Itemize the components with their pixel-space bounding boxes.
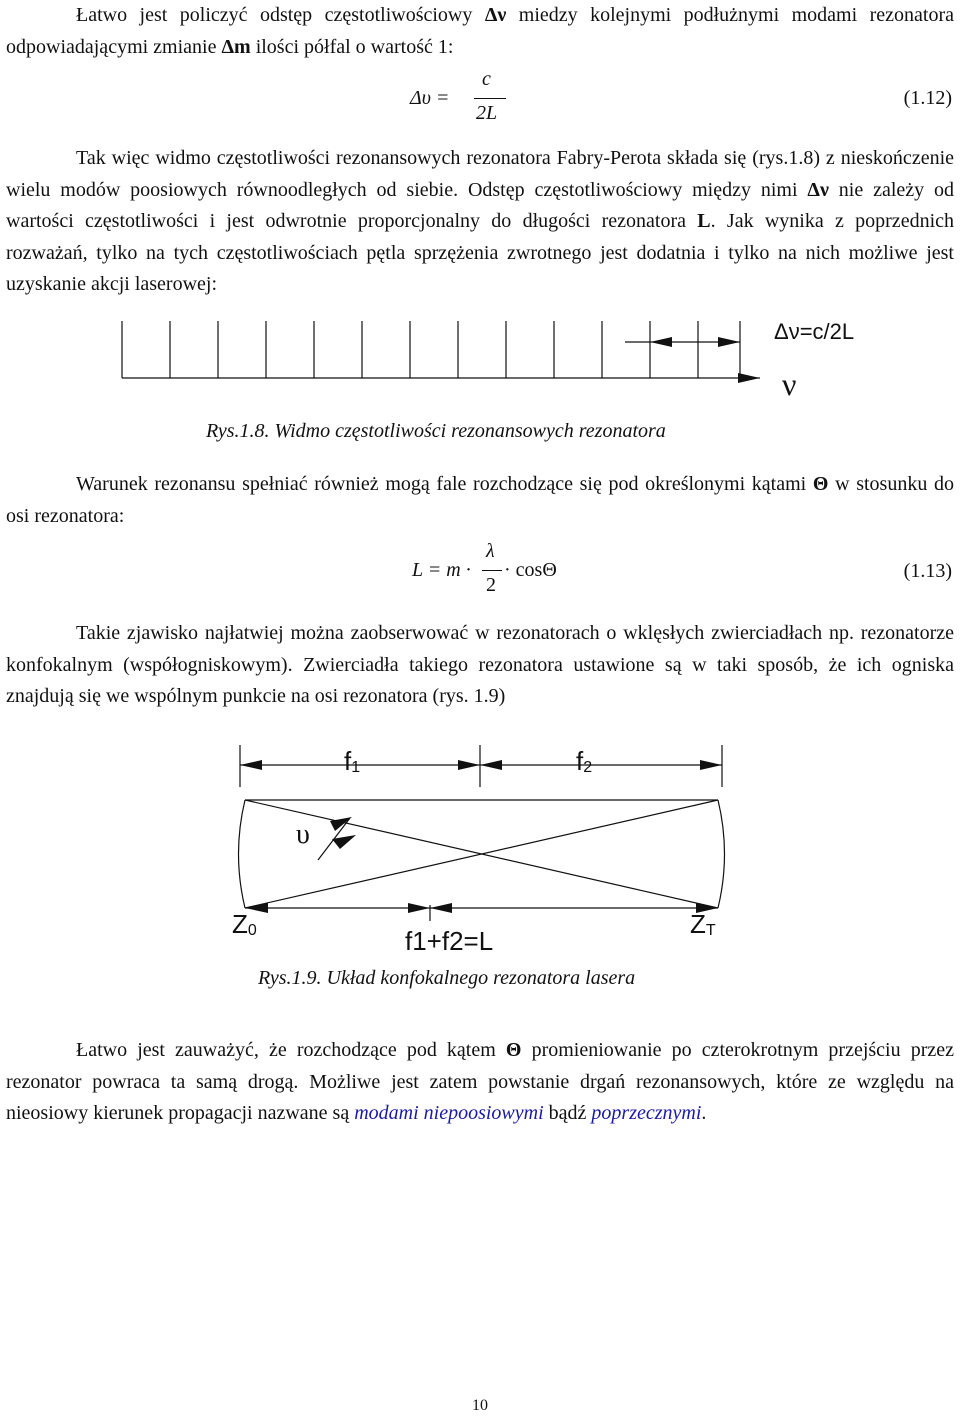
equation-1-13: [412, 540, 612, 604]
text: miedzy kolejnymi podłużnymi modami rezonatora odpowiadającymi zmianie: [6, 4, 955, 58]
equation-number: (1.12): [903, 87, 952, 109]
dimension-arrowhead: [458, 760, 480, 770]
mirror-right: [718, 800, 725, 908]
text: Łatwo jest zauważyć, że rozchodzące pod kątem: [76, 1039, 506, 1061]
equation-numerator: c: [482, 68, 491, 90]
text: bądź: [543, 1102, 592, 1124]
dimension-arrowhead: [240, 760, 262, 770]
paragraph-spectrum: [6, 143, 954, 301]
symbol-L: L: [697, 210, 711, 232]
label-zt: ZT: [690, 909, 716, 939]
equation-rhs: · cosΘ: [504, 559, 557, 581]
term-transverse: poprzecznymi: [591, 1102, 702, 1124]
text: Takie zjawisko najłatwiej można zaobserwować w rezonatorach o wklęsłych zwierciadłach np. rezonatorze konfokalnym (współogniskowym). Zwierciadła takiego rezonatora ustawione są w taki sposób, że ich ogniska znajdują się we wspólnym punkcie na osi rezonatora (rys. 1.9): [6, 622, 954, 707]
axis-arrowhead: [738, 373, 760, 383]
text: .: [701, 1102, 707, 1124]
text: ilości półfal o wartość 1:: [250, 35, 454, 58]
axis-arrowhead: [408, 903, 430, 913]
text: w stosunku do osi rezonatora:: [6, 473, 954, 527]
paragraph-resonance-condition: [6, 469, 954, 532]
equation-denominator: 2L: [476, 102, 498, 124]
text: . Jak wynika z poprzednich rozważań, tylko na tych częstotliwościach pętla sprzężenia zwrotnego jest dodatnia i tylko na nich możliwe jest uzyskanie akcji laserowej:: [6, 210, 954, 295]
spacing-arrowhead: [650, 337, 672, 347]
symbol-theta: Θ: [812, 473, 829, 495]
spacing-label: Δν=c/2L: [774, 319, 855, 344]
paragraph-confocal: [6, 618, 954, 713]
label-sum: f1+f2=L: [405, 926, 494, 956]
text: Łatwo jest policzyć odstęp częstotliwościowy: [76, 4, 485, 26]
dimension-arrowhead: [700, 760, 722, 770]
symbol-delta-nu: Δν: [484, 4, 507, 26]
text: Tak więc widmo częstotliwości rezonansowych rezonatora Fabry-Perota składa się (rys.1.8) z nieskończenie wielu modów poosiowych równoodległych od siebie. Odstęp częstotliwościowy między nimi: [6, 147, 954, 201]
label-angle: υ: [296, 819, 310, 850]
label-f1: f1: [344, 746, 361, 776]
label-z0: Z0: [232, 909, 257, 939]
equation-numerator: λ: [486, 540, 495, 562]
paragraph-off-axis-modes: [6, 1035, 954, 1130]
page-number: 10: [472, 1397, 488, 1414]
symbol-delta-m: Δm: [221, 35, 251, 58]
mirror-left: [239, 800, 246, 908]
label-f2: f2: [576, 746, 593, 776]
figure-caption: Rys.1.8. Widmo częstotliwości rezonansowych rezonatora: [206, 420, 666, 442]
equation-1-12: [410, 70, 510, 130]
axis-arrowhead: [430, 903, 452, 913]
term-off-axis-modes: modami niepoosiowymi: [354, 1102, 544, 1124]
text: Warunek rezonansu spełniać również mogą fale rozchodzące się pod określonymi kątami: [76, 473, 813, 495]
fraction-bar: [474, 98, 506, 99]
fraction-bar: [482, 570, 502, 571]
dimension-arrowhead: [480, 760, 502, 770]
text: promieniowanie po czterokrotnym przejściu przez rezonator powraca ta samą drogą. Możliwe jest zatem powstanie drgań rezonansowych, które ze względu na nieosiowy kierunek propagacji nazwane są: [6, 1039, 954, 1124]
equation-lhs: Δυ =: [410, 87, 450, 109]
figure-caption: Rys.1.9. Układ konfokalnego rezonatora lasera: [258, 967, 636, 989]
axis-arrowhead: [245, 903, 268, 913]
paragraph-intro: [6, 0, 954, 63]
equation-denominator: 2: [486, 574, 496, 596]
symbol-theta: Θ: [505, 1039, 522, 1061]
frequency-axis-label: ν: [782, 366, 797, 402]
text: nie zależy od wartości częstotliwości i jest odwrotnie proporcjonalny do długości rezonatora: [6, 178, 955, 232]
figure-confocal-resonator: [0, 735, 960, 965]
equation-lhs: L = m ·: [412, 559, 471, 581]
spacing-arrowhead: [718, 337, 740, 347]
equation-number: (1.13): [903, 560, 952, 582]
figure-mode-spectrum: [0, 315, 960, 415]
symbol-delta-nu: Δν: [807, 178, 829, 201]
